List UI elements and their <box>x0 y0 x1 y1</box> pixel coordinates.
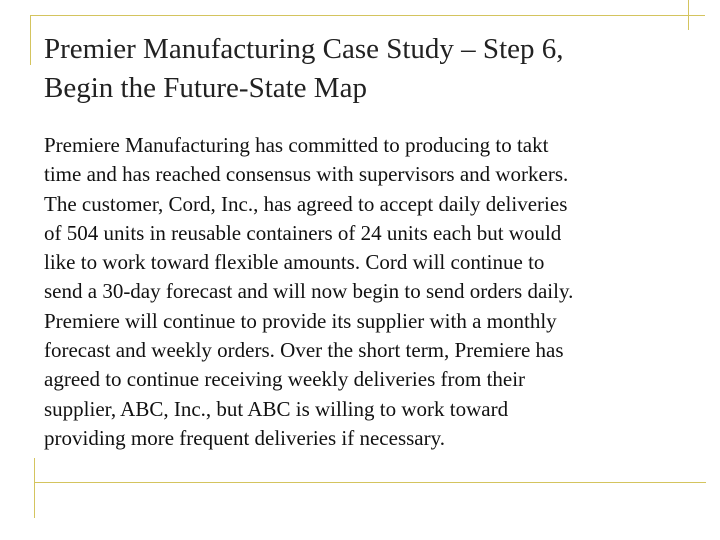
title-line-2: Begin the Future-State Map <box>44 72 367 104</box>
title-line-1: Premier Manufacturing Case Study – Step 6, <box>44 33 564 65</box>
top-left-vertical-line <box>30 15 31 65</box>
body-line: send a 30-day forecast and will now begin to send orders daily. <box>44 279 574 304</box>
top-divider-line <box>30 15 705 16</box>
body-line: forecast and weekly orders. Over the short term, Premiere has <box>44 338 564 363</box>
body-line: agreed to continue receiving weekly deliveries from their <box>44 367 526 392</box>
slide-title <box>44 30 684 108</box>
top-right-vertical-line <box>688 0 689 30</box>
body-line: supplier, ABC, Inc., but ABC is willing to work toward <box>44 396 509 421</box>
body-line: providing more frequent deliveries if necessary. <box>44 425 445 450</box>
body-line: like to work toward flexible amounts. Cord will continue to <box>44 250 545 275</box>
body-line: time and has reached consensus with supervisors and workers. <box>44 162 569 187</box>
body-line: Premiere will continue to provide its supplier with a monthly <box>44 308 557 333</box>
bottom-left-vertical-line <box>34 458 35 518</box>
body-line: Premiere Manufacturing has committed to producing to takt <box>44 133 549 157</box>
body-paragraph <box>44 131 694 453</box>
body-line: The customer, Cord, Inc., has agreed to accept daily deliveries <box>44 191 568 216</box>
body-line: of 504 units in reusable containers of 24 units each but would <box>44 220 562 245</box>
bottom-divider-line <box>34 482 706 483</box>
